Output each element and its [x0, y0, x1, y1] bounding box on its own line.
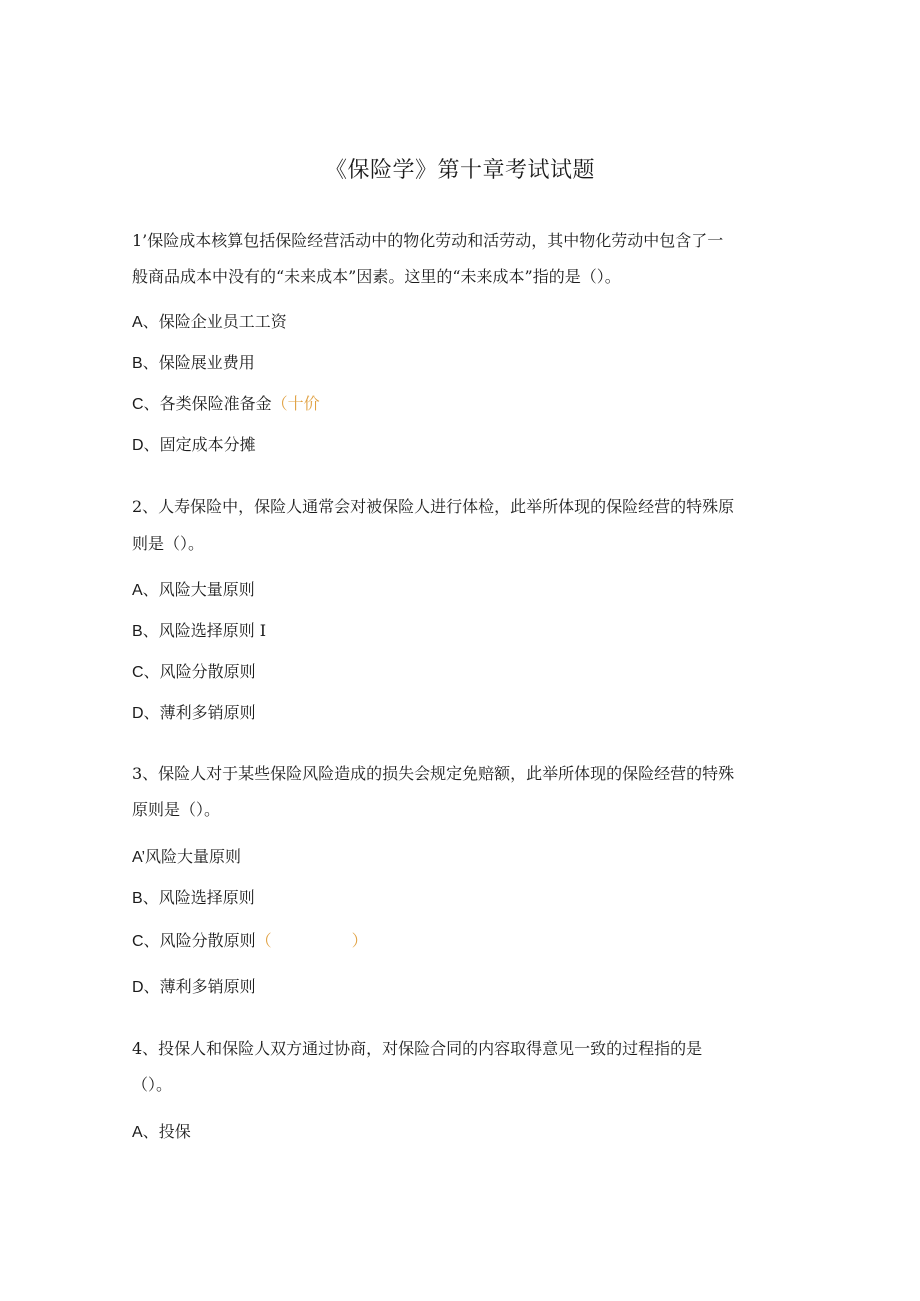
- question-3-option-b: [132, 887, 255, 910]
- question-1-option-a: [132, 311, 287, 334]
- option-letter: B、: [132, 890, 159, 907]
- option-text: 薄利多销原则: [159, 977, 256, 996]
- option-text: 投保: [158, 1122, 191, 1141]
- option-text: 风险大量原则: [158, 580, 255, 599]
- option-letter: C、: [132, 664, 160, 681]
- question-2-option-c: [132, 661, 256, 684]
- handwritten-mark: （十价: [271, 394, 320, 413]
- question-1-option-b: [132, 352, 255, 375]
- option-letter: A、: [132, 314, 159, 331]
- option-text: 风险分散原则: [159, 662, 256, 681]
- handwritten-mark: （ ）: [255, 931, 368, 950]
- question-2-stem-line-2: 则是（）。: [132, 534, 205, 553]
- question-3-option-a: [132, 846, 241, 869]
- question-2-option-a: [132, 579, 255, 602]
- option-text: 风险选择原则: [158, 888, 255, 907]
- option-text: 保险企业员工工资: [158, 312, 287, 331]
- page-title: 《保险学》第十章考试试题: [324, 158, 595, 183]
- question-1-option-d: [132, 434, 256, 457]
- question-4-option-a: [132, 1121, 191, 1144]
- option-letter: B、: [132, 623, 159, 640]
- question-2-stem-line-1: 2、人寿保险中，保险人通常会对被保险人进行体检，此举所体现的保险经营的特殊原: [132, 497, 735, 516]
- question-1-stem-line-1: 1’保险成本核算包括保险经营活动中的物化劳动和活劳动，其中物化劳动中包含了一: [132, 231, 724, 250]
- option-text: 各类保险准备金: [159, 394, 272, 413]
- option-letter: A’: [132, 849, 146, 866]
- option-text: 风险选择原则 I: [158, 621, 267, 640]
- option-text: 固定成本分摊: [159, 435, 256, 454]
- option-letter: A、: [132, 582, 159, 599]
- option-letter: D、: [132, 979, 160, 996]
- option-letter: C、: [132, 396, 160, 413]
- question-2-option-b: [132, 620, 266, 643]
- option-text: 风险大量原则: [145, 847, 242, 866]
- option-text: 风险分散原则: [159, 931, 256, 950]
- question-4-stem-line-2: （）。: [132, 1075, 173, 1094]
- question-1-stem-line-2: 般商品成本中没有的“未来成本”因素。这里的“未来成本”指的是（）。: [132, 267, 621, 286]
- option-text: 保险展业费用: [158, 353, 255, 372]
- question-1-option-c: [132, 393, 320, 416]
- option-letter: A、: [132, 1124, 159, 1141]
- question-3-stem-line-1: 3、保险人对于某些保险风险造成的损失会规定免赔额，此举所体现的保险经营的特殊: [132, 764, 735, 783]
- option-letter: D、: [132, 437, 160, 454]
- question-3-option-c: [132, 930, 368, 953]
- option-text: 薄利多销原则: [159, 703, 256, 722]
- question-3-option-d: [132, 976, 256, 999]
- question-4-stem-line-1: 4、投保人和保险人双方通过协商，对保险合同的内容取得意见一致的过程指的是: [132, 1039, 703, 1058]
- option-letter: B、: [132, 355, 159, 372]
- option-letter: D、: [132, 705, 160, 722]
- question-2-option-d: [132, 702, 256, 725]
- question-3-stem-line-2: 原则是（）。: [132, 800, 221, 819]
- option-letter: C、: [132, 933, 160, 950]
